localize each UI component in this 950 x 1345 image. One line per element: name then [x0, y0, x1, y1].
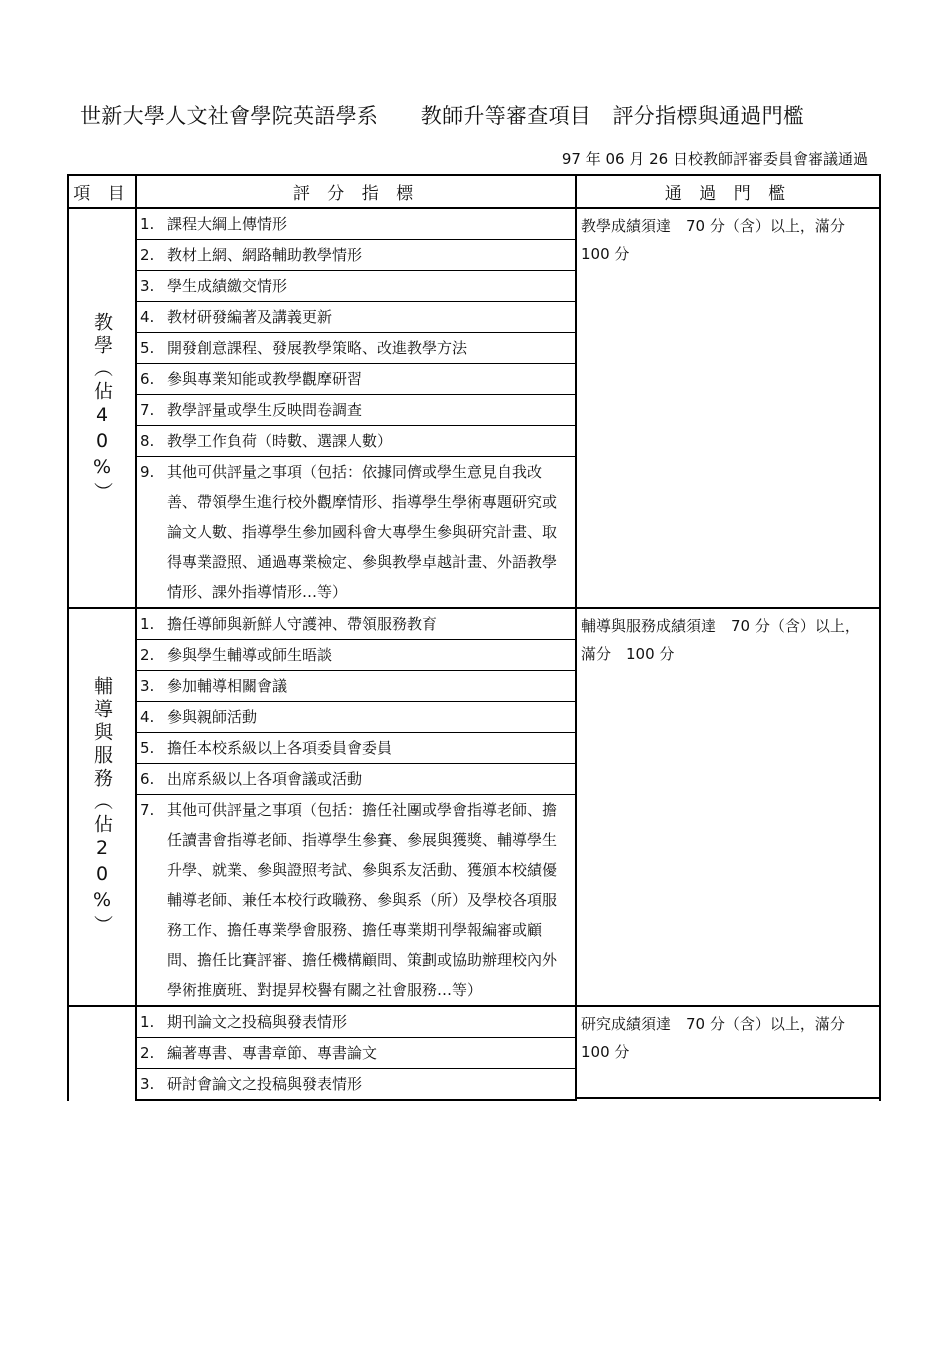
list-item	[137, 271, 575, 302]
item-text: 教學評量或學生反映問卷調查	[167, 401, 363, 419]
list-item	[137, 364, 575, 395]
item-number: 3.	[140, 677, 155, 695]
item-text: 教學工作負荷（時數、選課人數）	[167, 432, 393, 450]
list-item	[137, 209, 575, 240]
item-number: 3.	[140, 1075, 155, 1093]
item-number: 3.	[140, 277, 155, 295]
indicator-list	[137, 1007, 577, 1101]
item-text: 學生成績繳交情形	[167, 277, 288, 295]
item-text: 研討會論文之投稿與發表情形	[167, 1075, 363, 1093]
item-text: 其他可供評量之事項（包括：擔任社團或學會指導老師、擔任讀書會指導老師、指導學生參賽、參展與獲獎、輔導學生升學、就業、參與證照考試、參與系友活動、獲頒本校績優輔導老師、兼任本校行政職務、參與系（所）及學校各項服務工作、擔任專業學會服務、擔任專業期刊學報編審或顧問、擔任比賽評審、擔任機構顧問、策劃或協助辦理校內外學術推廣班、對提昇校譽有關之社會服務…等）	[167, 801, 558, 999]
item-number: 4.	[140, 308, 155, 326]
approval-note: 97 年 06 月 26 日校教師評審委員會審議通過	[561, 150, 868, 168]
item-text: 教材上網、網路輔助教學情形	[167, 246, 363, 264]
indicator-list	[137, 609, 577, 1005]
list-item	[137, 764, 575, 795]
item-number: 1.	[140, 615, 155, 633]
item-number: 2.	[140, 646, 155, 664]
section-research	[69, 1007, 879, 1101]
item-text: 擔任導師與新鮮人守護神、帶領服務教育	[167, 615, 438, 633]
threshold-text: 輔導與服務成績須達 70 分（含）以上，滿分 100 分	[581, 617, 860, 663]
section-guidance-service	[69, 609, 879, 1007]
threshold-cell	[577, 1007, 879, 1099]
item-text: 參與學生輔導或師生晤談	[167, 646, 333, 664]
list-item	[137, 1007, 575, 1038]
item-number: 6.	[140, 770, 155, 788]
item-text: 出席系級以上各項會議或活動	[167, 770, 363, 788]
list-item	[137, 457, 575, 607]
table-header	[69, 176, 879, 209]
category-label: 教學（佔40%）	[91, 311, 113, 505]
item-number: 1.	[140, 1013, 155, 1031]
list-item	[137, 302, 575, 333]
header-item: 項 目	[69, 176, 137, 207]
item-text: 參與親師活動	[167, 708, 258, 726]
list-item	[137, 640, 575, 671]
list-item	[137, 240, 575, 271]
item-number: 8.	[140, 432, 155, 450]
document-title: 世新大學人文社會學院英語學系 教師升等審查項目 評分指標與通過門檻	[80, 104, 805, 128]
item-text: 擔任本校系級以上各項委員會委員	[167, 739, 393, 757]
item-text: 其他可供評量之事項（包括：依據同儕或學生意見自我改善、帶領學生進行校外觀摩情形、指導學生學術專題研究或論文人數、指導學生參加國科會大專學生參與研究計畫、取得專業證照、通過專業檢定、參與教學卓越計畫、外語教學情形、課外指導情形…等）	[167, 463, 558, 601]
item-number: 6.	[140, 370, 155, 388]
threshold-text: 教學成績須達 70 分（含）以上，滿分 100 分	[581, 217, 845, 263]
threshold-text: 研究成績須達 70 分（含）以上，滿分 100 分	[581, 1015, 845, 1061]
item-number: 9.	[140, 463, 155, 481]
header-threshold: 通 過 門 檻	[664, 184, 792, 204]
item-text: 編著專書、專書章節、專書論文	[167, 1044, 378, 1062]
item-number: 4.	[140, 708, 155, 726]
item-number: 5.	[140, 339, 155, 357]
item-number: 7.	[140, 401, 155, 419]
list-item	[137, 1069, 575, 1099]
item-text: 課程大綱上傳情形	[167, 215, 288, 233]
item-number: 7.	[140, 801, 155, 819]
category-cell	[69, 209, 137, 607]
item-number: 2.	[140, 246, 155, 264]
list-item	[137, 395, 575, 426]
category-cell	[69, 609, 137, 1005]
list-item	[137, 795, 575, 1005]
evaluation-table	[67, 174, 881, 1101]
item-text: 開發創意課程、發展教學策略、改進教學方法	[167, 339, 468, 357]
list-item	[137, 609, 575, 640]
header-indicators: 評 分 指 標	[137, 176, 577, 207]
item-text: 參與專業知能或教學觀摩研習	[167, 370, 363, 388]
category-cell	[69, 1007, 137, 1101]
item-number: 2.	[140, 1044, 155, 1062]
item-text: 教材研發編著及講義更新	[167, 308, 333, 326]
item-number: 1.	[140, 215, 155, 233]
item-number: 5.	[140, 739, 155, 757]
list-item	[137, 733, 575, 764]
item-text: 期刊論文之投稿與發表情形	[167, 1013, 348, 1031]
list-item	[137, 702, 575, 733]
list-item	[137, 1038, 575, 1069]
section-teaching	[69, 209, 879, 609]
item-text: 參加輔導相關會議	[167, 677, 288, 695]
list-item	[137, 671, 575, 702]
indicator-list	[137, 209, 577, 607]
list-item	[137, 333, 575, 364]
list-item	[137, 426, 575, 457]
category-label: 輔導與服務（佔20%）	[91, 676, 113, 938]
